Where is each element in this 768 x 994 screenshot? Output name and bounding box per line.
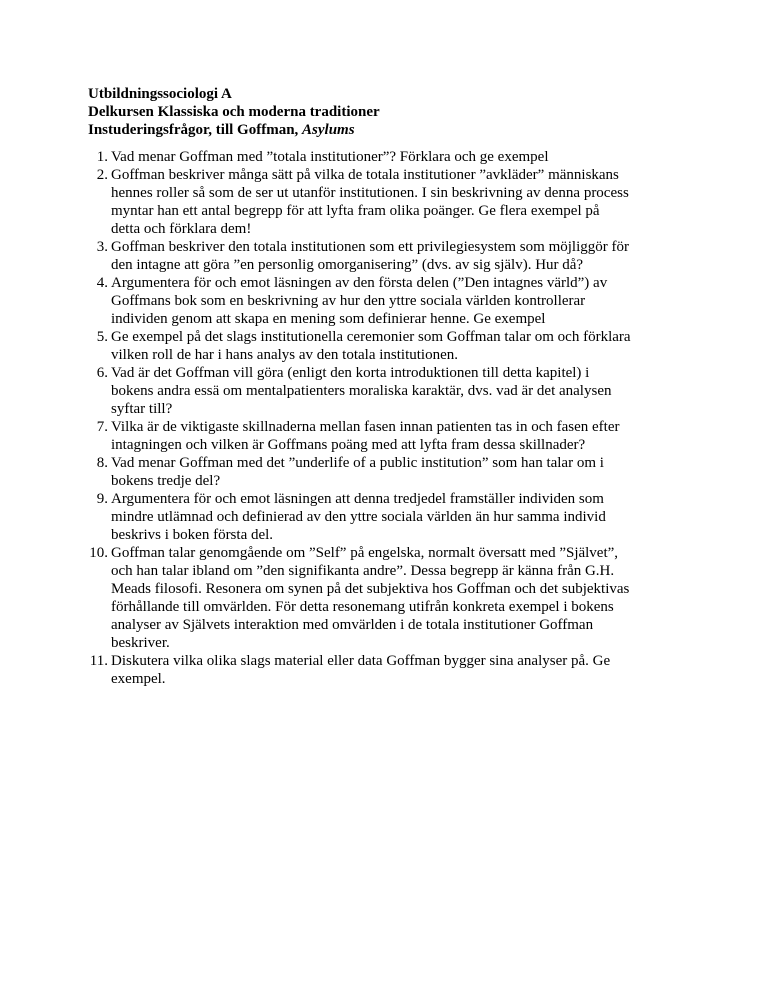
document-header: [88, 85, 688, 139]
question-text-line: Argumentera för och emot läsningen att denna tredjedel framställer individen som: [111, 491, 604, 507]
question-text-line: Goffman talar genomgående om ”Self” på engelska, normalt översatt med ”Självet”,: [111, 545, 619, 561]
question-text-line: Vad är det Goffman vill göra (enligt den korta introduktionen till detta kapitel) i: [111, 365, 590, 381]
question-number: 3.: [96, 239, 108, 255]
question-text-line: Argumentera för och emot läsningen av den första delen (”Den intagnes värld”) av: [111, 275, 608, 291]
question-text-line: beskriver.: [111, 635, 170, 651]
question-text-line: Vad menar Goffman med ”totala institutioner”? Förklara och ge exempel: [111, 149, 549, 165]
question-text-line: exempel.: [111, 671, 166, 687]
question-text-line: Vad menar Goffman med det ”underlife of a public institution” som han talar om i: [111, 455, 604, 471]
question-text-line: vilken roll de har i hans analys av den totala institutionen.: [111, 347, 458, 363]
question-number: 2.: [96, 167, 108, 183]
question-text-line: bokens tredje del?: [111, 473, 221, 489]
list-item: [88, 166, 688, 238]
question-list: [88, 148, 688, 688]
question-text-line: Vilka är de viktigaste skillnaderna mellan fasen innan patienten tas in och fasen efter: [111, 419, 620, 435]
list-item: [88, 418, 688, 454]
question-text-line: detta och förklara dem!: [111, 221, 252, 237]
list-item: [88, 544, 688, 652]
question-text-line: Diskutera vilka olika slags material eller data Goffman bygger sina analyser på. Ge: [111, 653, 611, 669]
question-text-line: analyser av Självets interaktion med omvärlden i de totala institutioner Goffman: [111, 617, 594, 633]
list-item: [88, 238, 688, 274]
question-text-line: Ge exempel på det slags institutionella ceremonier som Goffman talar om och förklara: [111, 329, 631, 345]
list-item: [88, 364, 688, 418]
list-item: [88, 490, 688, 544]
question-text-line: beskrivs i boken första del.: [111, 527, 274, 543]
question-number: 10.: [89, 545, 108, 561]
list-item: [88, 652, 688, 688]
question-number: 7.: [96, 419, 108, 435]
study-questions-prefix: Instuderingsfrågor, till Goffman,: [88, 122, 303, 138]
question-text-line: Goffman beskriver många sätt på vilka de totala institutioner ”avkläder” människans: [111, 167, 619, 183]
question-text-line: individen genom att skapa en mening som definierar henne. Ge exempel: [111, 311, 546, 327]
question-text-line: den intagne att göra ”en personlig omorganisering” (dvs. av sig själv). Hur då?: [111, 257, 584, 273]
question-text-line: intagningen och vilken är Goffmans poäng med att lyfta fram dessa skillnader?: [111, 437, 586, 453]
study-questions-heading: [88, 121, 688, 139]
list-item: [88, 328, 688, 364]
question-number: 4.: [96, 275, 108, 291]
question-text-line: mindre utlämnad och definierad av den yttre sociala världen än hur samma individ: [111, 509, 606, 525]
subcourse-title: Delkursen Klassiska och moderna traditioner: [88, 104, 380, 120]
question-text-line: myntar han ett antal begrepp för att lyfta fram olika poänger. Ge flera exempel på: [111, 203, 600, 219]
question-text-line: Meads filosofi. Resonera om synen på det subjektiva hos Goffman och det subjektivas: [111, 581, 630, 597]
question-text-line: bokens andra essä om mentalpatienters moraliska karaktär, dvs. vad är det analysen: [111, 383, 612, 399]
question-text-line: hennes roller så som de ser ut utanför institutionen. I sin beskrivning av denna process: [111, 185, 629, 201]
question-text-line: Goffman beskriver den totala institutionen som ett privilegiesystem som möjliggör för: [111, 239, 629, 255]
question-number: 11.: [89, 653, 108, 669]
question-number: 5.: [96, 329, 108, 345]
work-title: Asylums: [302, 122, 355, 138]
question-number: 9.: [96, 491, 108, 507]
question-number: 1.: [96, 149, 108, 165]
question-text-line: Goffmans bok som en beskrivning av hur den yttre sociala världen kontrollerar: [111, 293, 586, 309]
question-text-line: förhållande till omvärlden. För detta resonemang utifrån konkreta exempel i bokens: [111, 599, 614, 615]
question-text-line: och han talar ibland om ”den signifikanta andre”. Dessa begrepp är känna från G.H.: [111, 563, 615, 579]
list-item: [88, 454, 688, 490]
question-number: 6.: [96, 365, 108, 381]
course-title: Utbildningssociologi A: [88, 86, 232, 102]
list-item: [88, 148, 688, 166]
question-text-line: syftar till?: [111, 401, 173, 417]
list-item: [88, 274, 688, 328]
question-number: 8.: [96, 455, 108, 471]
